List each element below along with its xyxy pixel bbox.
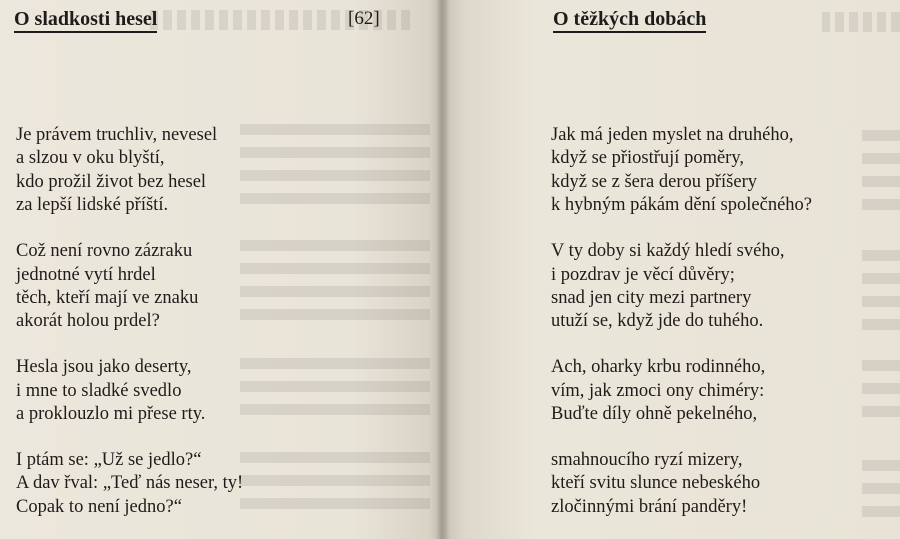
verse-line: V ty doby si každý hledí svého, [551, 241, 785, 262]
stanza [16, 449, 243, 519]
verse-line: Buďte díly ohně pekelného, [551, 404, 758, 425]
verse-line: utuží se, když jde do tuhého. [551, 311, 764, 332]
show-through-texture [240, 124, 430, 216]
stanza [551, 124, 812, 218]
verse-line: Ach, oharky krbu rodinného, [551, 357, 766, 378]
right-page-title: O těžkých dobách [553, 8, 706, 33]
verse-line: I ptám se: „Už se jedlo?“ [16, 449, 202, 470]
verse-line: akorát holou prdel? [16, 311, 160, 332]
stanza [551, 240, 812, 334]
left-page-title: O sladkosti hesel [14, 8, 157, 33]
verse-line: i pozdrav je věcí důvěry; [551, 264, 735, 285]
verse-line: když se přiostřují poměry, [551, 148, 745, 169]
verse-line: Copak to není jedno?“ [16, 496, 182, 517]
right-page [442, 0, 900, 539]
verse-line: jednotné vytí hrdel [16, 264, 156, 285]
left-page [0, 0, 442, 539]
show-through-texture [240, 358, 430, 426]
verse-line: kteří svitu slunce nebeského [551, 473, 761, 494]
verse-line: smahnoucího ryzí mizery, [551, 449, 743, 470]
verse-line: snad jen city mezi partnery [551, 287, 752, 308]
verse-line: Jak má jeden myslet na druhého, [551, 125, 794, 145]
verse-line: Což není rovno zázraku [16, 241, 193, 262]
left-poem [16, 124, 243, 539]
verse-line: Hesla jsou jako deserty, [16, 357, 192, 378]
stanza [16, 356, 243, 426]
show-through-texture [862, 460, 900, 520]
verse-line: a slzou v oku blyští, [16, 148, 165, 169]
verse-line: kdo prožil život bez hesel [16, 171, 207, 192]
stanza [16, 124, 243, 218]
verse-line: za lepší lidské příští. [16, 195, 169, 216]
verse-line: A dav řval: „Teď nás neser, ty! [16, 473, 244, 494]
show-through-texture [862, 360, 900, 420]
verse-line: vím, jak zmoci ony chiméry: [551, 380, 765, 401]
verse-line: zločinnými brání panděry! [551, 496, 748, 517]
show-through-texture [240, 240, 430, 332]
book-gutter [436, 0, 450, 539]
verse-line: k hybným pákám dění společného? [551, 195, 812, 216]
show-through-texture [240, 452, 430, 520]
verse-line: i mne to sladké svedlo [16, 380, 182, 401]
stanza [16, 240, 243, 334]
stanza [551, 449, 812, 519]
right-poem [551, 124, 812, 539]
page-number: [62] [348, 8, 380, 29]
show-through-texture [862, 250, 900, 330]
verse-line: Je právem truchliv, nevesel [16, 125, 218, 145]
stanza [551, 356, 812, 426]
show-through-texture [822, 12, 900, 32]
verse-line: když se z šera derou příšery [551, 171, 757, 192]
verse-line: těch, kteří mají ve znaku [16, 287, 199, 308]
show-through-texture [862, 130, 900, 210]
verse-line: a proklouzlo mi přese rty. [16, 404, 206, 425]
